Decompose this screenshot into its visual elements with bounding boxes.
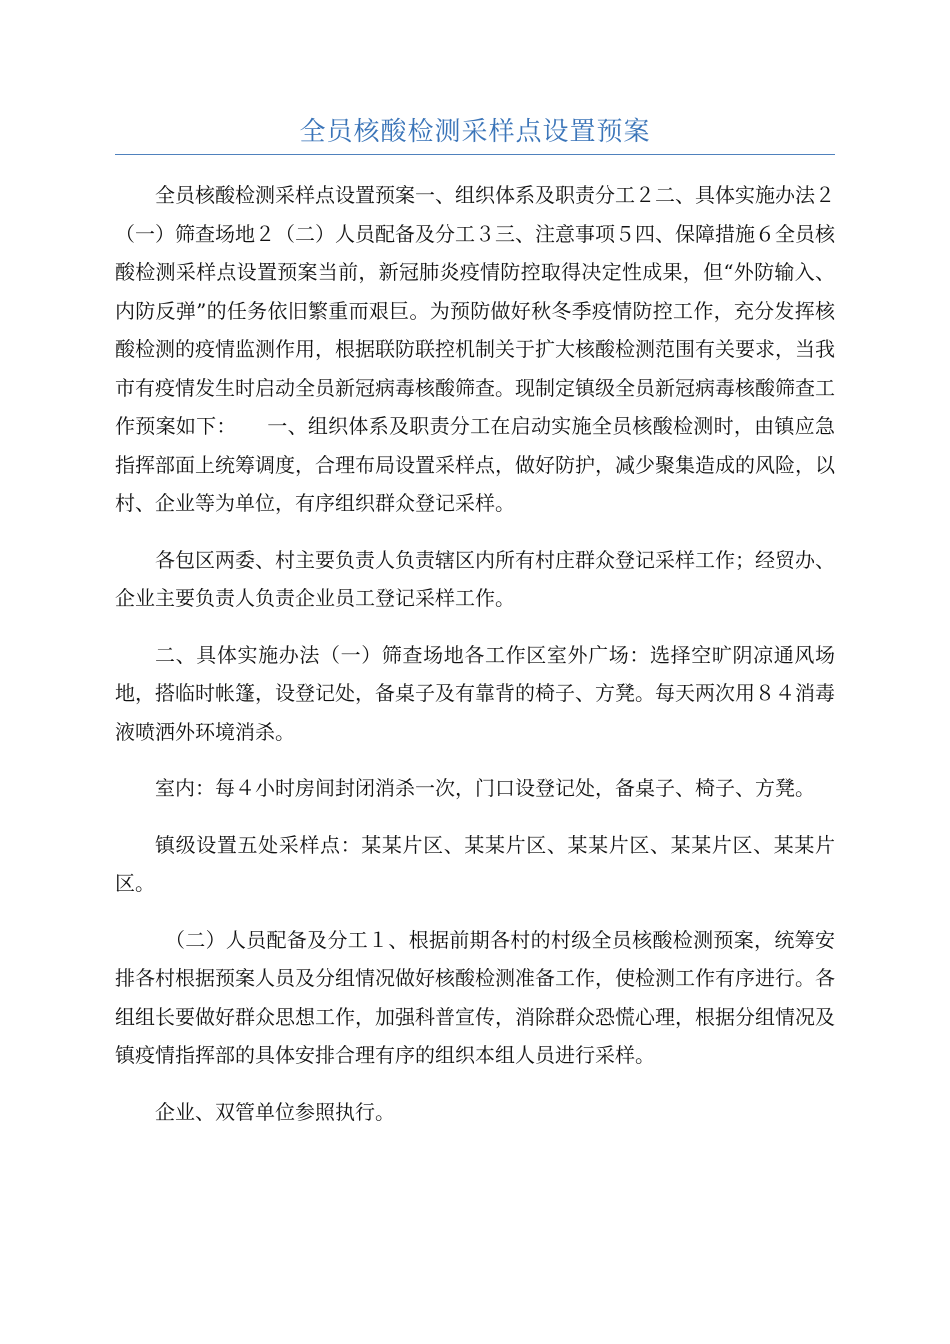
paragraph-5: 镇级设置五处采样点：某某片区、某某片区、某某片区、某某片区、某某片区。 xyxy=(115,832,835,895)
paragraph-4: 室内：每４小时房间封闭消杀一次，门口设登记处，备桌子、椅子、方凳。 xyxy=(155,776,815,800)
title-underline xyxy=(115,154,835,155)
paragraph-2: 各包区两委、村主要负责人负责辖区内所有村庄群众登记采样工作；经贸办、企业主要负责人负责企业员工登记采样工作。 xyxy=(115,547,835,610)
paragraph-3: 二、具体实施办法（一）筛查场地各工作区室外广场：选择空旷阴凉通风场地，搭临时帐篷，设登记处，备桌子及有靠背的椅子、方凳。每天两次用８４消毒液喷洒外环境消杀。 xyxy=(115,642,835,744)
paragraph-7: 企业、双管单位参照执行。 xyxy=(155,1099,395,1124)
paragraph-6: （二）人员配备及分工１、根据前期各村的村级全员核酸检测预案，统筹安排各村根据预案人员及分组情况做好核酸检测准备工作，使检测工作有序进行。各组组长要做好群众思想工作，加强科普宣传，消除群众恐慌心理，根据分组情况及镇疫情指挥部的具体安排合理有序的组织本组人员进行采样。 xyxy=(115,927,835,1067)
paragraph-1: 全员核酸检测采样点设置预案一、组织体系及职责分工２二、具体实施办法２（一）筛查场地２（二）人员配备及分工３三、注意事项５四、保障措施６全员核酸检测采样点设置预案当前，新冠肺炎疫情防控取得决定性成果，但“外防输入、内防反弹”的任务依旧繁重而艰巨。为预防做好秋冬季疫情防控工作，充分发挥核酸检测的疫情监测作用，根据联防联控机制关于扩大核酸检测范围有关要求，当我市有疫情发生时启动全员新冠病毒核酸筛查。现制定镇级全员新冠病毒核酸筛查工作预案如下： 一、组织体系及职责分工在启动实施全员核酸检测时，由镇应急指挥部面上统筹调度，合理布局设置采样点，做好防护，减少聚集造成的风险，以村、企业等为单位，有序组织群众登记采样。 xyxy=(115,183,835,515)
document-title: 全员核酸检测采样点设置预案 xyxy=(299,117,651,147)
document-body xyxy=(115,176,835,1149)
